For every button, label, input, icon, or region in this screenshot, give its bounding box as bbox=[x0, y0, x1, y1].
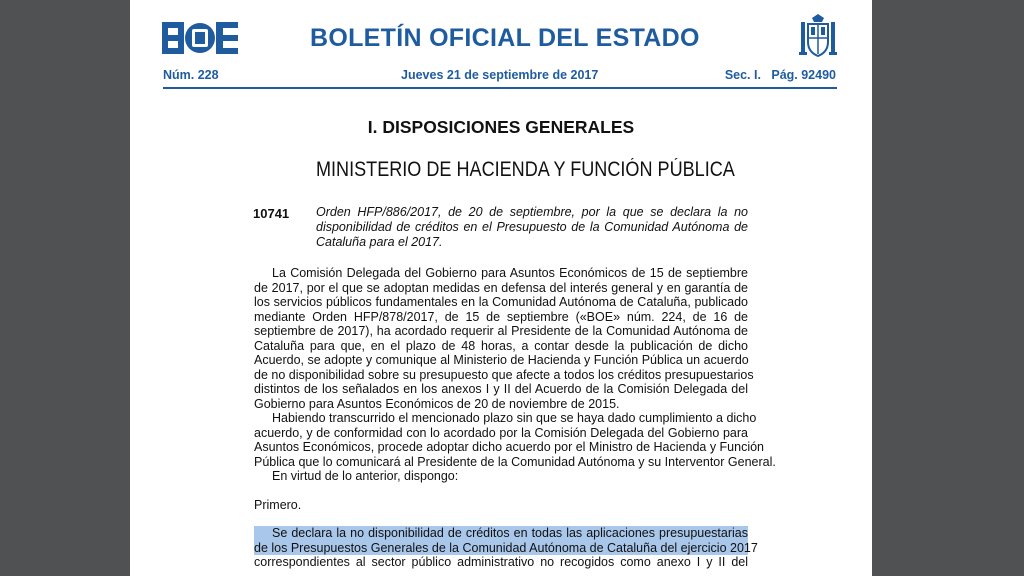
paragraph-3: En virtud de lo anterior, dispongo: bbox=[272, 469, 459, 483]
paragraph-1 bbox=[254, 266, 754, 411]
boe-logo bbox=[162, 22, 238, 54]
issue-number: Núm. 228 bbox=[163, 68, 219, 82]
highlighted-line[interactable]: Se declara la no disponibilidad de créditos en todas las aplicaciones presupuestarias bbox=[254, 526, 748, 541]
text-line: de no disponibilidad sobre su presupuesto que afecte a todos los créditos presupuestarios bbox=[254, 367, 754, 382]
article-heading: Primero. bbox=[254, 497, 302, 512]
order-summary bbox=[316, 205, 748, 250]
publication-title: BOLETÍN OFICIAL DEL ESTADO bbox=[310, 24, 700, 52]
summary-line: Orden HFP/886/2017, de 20 de septiembre, por la que se declara la no bbox=[316, 205, 748, 219]
header-rule bbox=[163, 87, 837, 89]
document-body bbox=[254, 266, 776, 570]
paragraph-4 bbox=[254, 526, 758, 570]
section-title: I. DISPOSICIONES GENERALES bbox=[367, 117, 635, 137]
text-line: Pública que lo comunicará al Presidente de la Comunidad Autónoma y su Interventor General. bbox=[254, 454, 776, 469]
text-line: Gobierno para Asuntos Económicos de 20 de noviembre de 2015. bbox=[254, 396, 620, 411]
text-line: de 2017, por el que se adoptan medidas en defensa del interés general y en garantía de bbox=[254, 280, 748, 295]
highlighted-line[interactable]: de los Presupuestos Generales de la Comunidad Autónoma de Cataluña del ejercicio 2017 bbox=[254, 540, 758, 555]
document-page bbox=[130, 0, 872, 576]
royal-coat-of-arms-icon bbox=[798, 14, 838, 60]
text-line: Asuntos Económicos, procede adoptar dicho acuerdo por el Ministro de Hacienda y Función bbox=[254, 440, 765, 454]
document-number: 10741 bbox=[253, 206, 290, 221]
section-page: Sec. I. Pág. 92490 bbox=[724, 68, 836, 82]
text-line: Habiendo transcurrido el mencionado plazo sin que se haya dado cumplimiento a dicho bbox=[272, 411, 757, 425]
issue-date: Jueves 21 de septiembre de 2017 bbox=[401, 68, 599, 82]
summary-line: Cataluña para el 2017. bbox=[316, 235, 443, 249]
text-line: Acuerdo, se adopte y comunique al Ministerio de Hacienda y Función Pública un acuerdo bbox=[254, 353, 749, 367]
paragraph-2 bbox=[254, 411, 776, 469]
text-line: Cataluña para que, en el plazo de 48 horas, a contar desde la publicación de dicho bbox=[254, 338, 748, 353]
text-line: mediante Orden HFP/878/2017, de 15 de septiembre («BOE» núm. 224, de 16 de bbox=[254, 309, 748, 324]
text-line: septiembre de 2017), ha acordado requerir al Presidente de la Comunidad Autónoma de bbox=[254, 324, 748, 338]
text-line: correspondientes al sector público administrativo no recogidos como anexo I y II del bbox=[254, 555, 748, 569]
text-line: La Comisión Delegada del Gobierno para Asuntos Económicos de 15 de septiembre bbox=[272, 266, 748, 280]
summary-line: disponibilidad de créditos en el Presupuesto de la Comunidad Autónoma de bbox=[316, 220, 748, 234]
text-line: acuerdo, y de conformidad con lo acordado por la Comisión Delegada del Gobierno para bbox=[254, 425, 748, 440]
ministry-heading: MINISTERIO DE HACIENDA Y FUNCIÓN PÚBLICA bbox=[316, 158, 735, 181]
text-line: los servicios públicos fundamentales en la Comunidad Autónoma de Cataluña, publicado bbox=[254, 295, 748, 309]
text-line: distintos de los señalados en los anexos I y II del Acuerdo de la Comisión Delegada del bbox=[254, 382, 748, 396]
